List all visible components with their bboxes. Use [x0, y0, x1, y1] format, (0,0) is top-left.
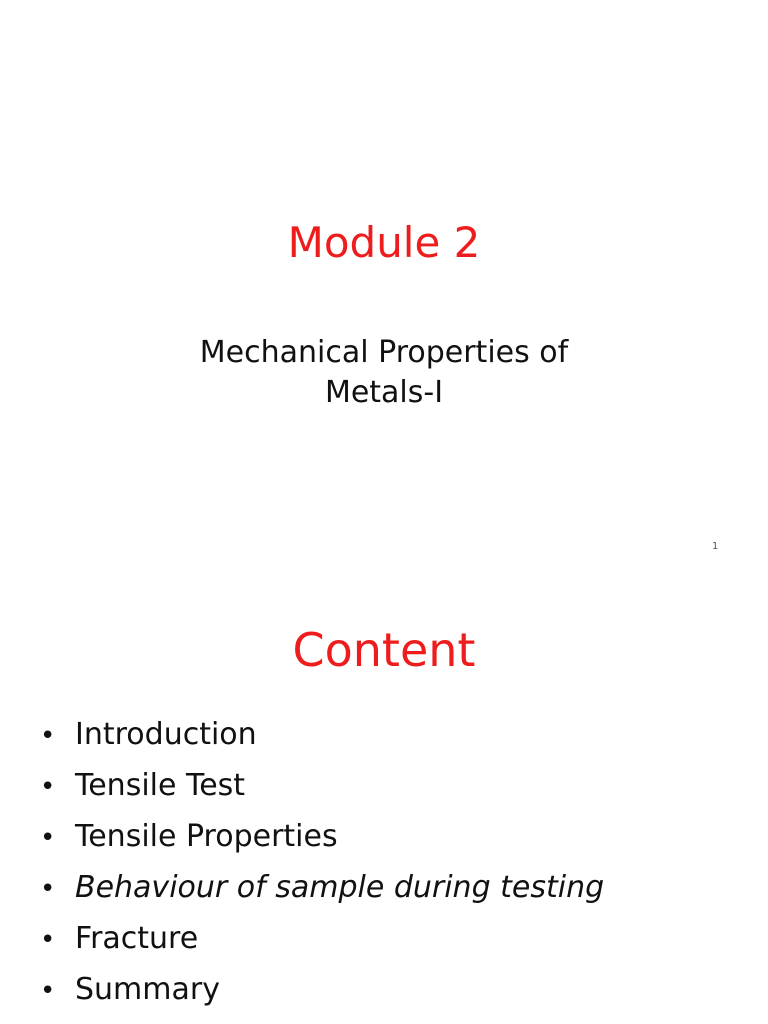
subtitle-line-1: Mechanical Properties of [199, 335, 569, 370]
bullet-icon: • [40, 925, 56, 955]
subtitle-line-2: Metals-I [324, 375, 444, 410]
list-item-label: Behaviour of sample during testing [75, 870, 605, 905]
list-item [40, 761, 604, 812]
module-title: Module 2 [287, 218, 481, 267]
list-item-label: Tensile Properties [75, 819, 338, 854]
list-item [40, 812, 604, 863]
list-item-label: Introduction [75, 717, 257, 752]
content-title: Content [292, 623, 476, 677]
content-bullet-list [40, 710, 604, 1016]
bullet-icon: • [40, 772, 56, 802]
list-item [40, 914, 604, 965]
list-item [40, 710, 604, 761]
bullet-icon: • [40, 976, 56, 1006]
slide-2 [0, 580, 768, 1024]
bullet-icon: • [40, 874, 56, 904]
list-item-label: Fracture [75, 921, 199, 956]
list-item-label: Summary [75, 972, 220, 1007]
list-item [40, 965, 604, 1016]
list-item [40, 863, 604, 914]
list-item-label: Tensile Test [75, 768, 246, 803]
page-number: 1 [712, 541, 719, 552]
bullet-icon: • [40, 721, 56, 751]
bullet-icon: • [40, 823, 56, 853]
module-subtitle [0, 333, 768, 413]
